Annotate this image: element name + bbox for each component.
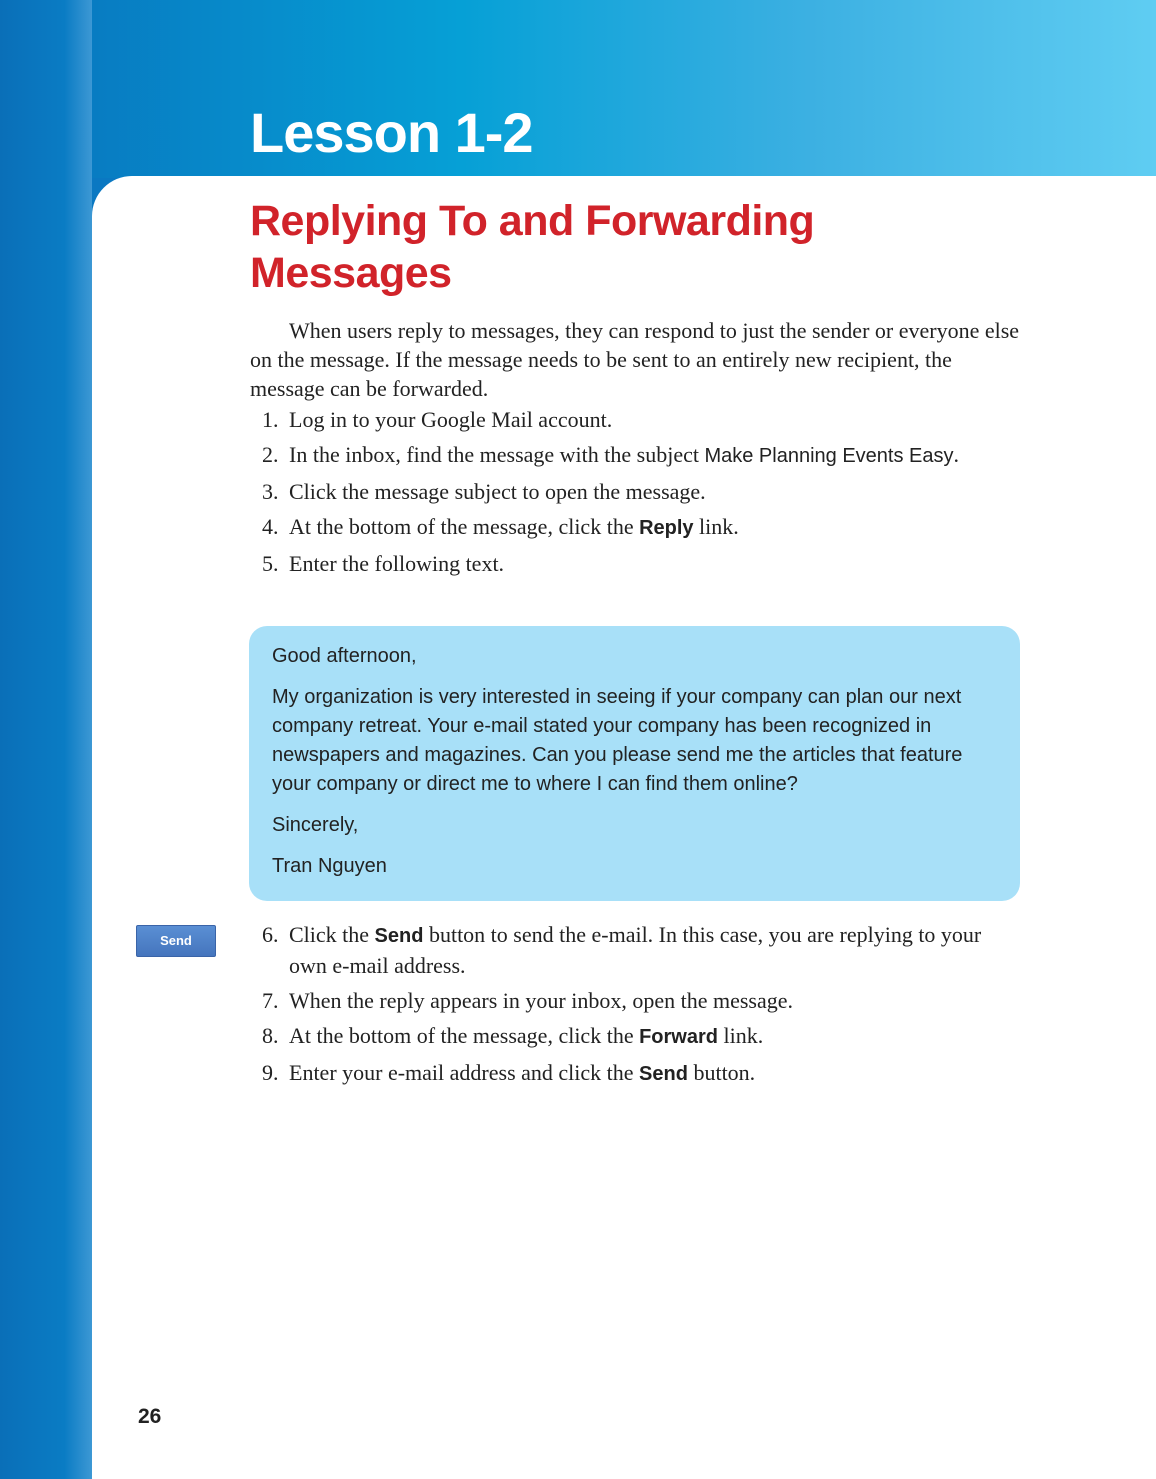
step-text: When the reply appears in your inbox, open the message.: [289, 988, 794, 1013]
side-band: [0, 0, 92, 1479]
subject-text: Make Planning Events Easy: [704, 445, 954, 467]
step-text: At the bottom of the message, click the: [289, 1023, 640, 1048]
list-item: [250, 1058, 1020, 1089]
step-text: .: [953, 442, 959, 467]
step-text: Click the message subject to open the message.: [289, 479, 706, 504]
list-item: [250, 440, 1020, 471]
steps-list-b: [250, 920, 1020, 1095]
message-greeting: Good afternoon,: [272, 645, 417, 667]
step-number: 1.: [262, 407, 279, 432]
send-term: Send: [639, 1063, 688, 1085]
page-title: Replying To and Forwarding Messages: [250, 197, 815, 297]
step-number: 4.: [262, 514, 279, 539]
step-number: 3.: [262, 479, 279, 504]
step-number: 7.: [262, 988, 279, 1013]
list-item: [250, 1021, 1020, 1052]
message-text-box: [249, 626, 1020, 901]
step-text: link.: [717, 1023, 764, 1048]
step-text: Log in to your Google Mail account.: [289, 407, 613, 432]
page-number: 26: [138, 1405, 162, 1428]
list-item: [250, 920, 1020, 980]
send-term: Send: [374, 925, 424, 947]
list-item: [250, 512, 1020, 543]
list-item: [250, 405, 1020, 434]
step-number: 5.: [262, 551, 279, 576]
forward-term: Forward: [639, 1026, 718, 1048]
reply-term: Reply: [639, 517, 694, 539]
step-text: In the inbox, find the message with the subject: [289, 442, 705, 467]
step-number: 2.: [262, 442, 279, 467]
list-item: [250, 986, 1020, 1015]
intro-paragraph: When users reply to messages, they can respond to just the sender or everyone else on the message. If the message needs to be sent to an entirely new recipient, the message can be forwarded.: [250, 318, 1020, 401]
message-body: My organization is very interested in seeing if your company can plan our next company retreat. Your e-mail stated your company has been recognized in newspapers and magazines. Can you please send me the articles that feature your company or direct me to where I can find them online?: [272, 686, 963, 795]
message-signature: Tran Nguyen: [272, 855, 387, 877]
steps-list-a: [250, 405, 1020, 584]
step-number: 6.: [262, 922, 279, 947]
lesson-label: Lesson 1-2: [250, 101, 533, 164]
step-number: 9.: [262, 1060, 279, 1085]
header-band: [0, 0, 1156, 178]
step-number: 8.: [262, 1023, 279, 1048]
step-text: At the bottom of the message, click the: [289, 514, 640, 539]
step-text: Enter your e-mail address and click the: [289, 1060, 640, 1085]
step-text: Enter the following text.: [289, 551, 505, 576]
step-text: link.: [693, 514, 739, 539]
list-item: [250, 549, 1020, 578]
list-item: [250, 477, 1020, 506]
step-text: button.: [687, 1060, 756, 1085]
step-text: button to send the e-mail. In this case, you are replying to your own e-mail address.: [289, 922, 982, 978]
message-closing: Sincerely,: [272, 814, 359, 836]
send-button-illustration: Send: [136, 925, 216, 957]
step-text: Click the: [289, 922, 375, 947]
